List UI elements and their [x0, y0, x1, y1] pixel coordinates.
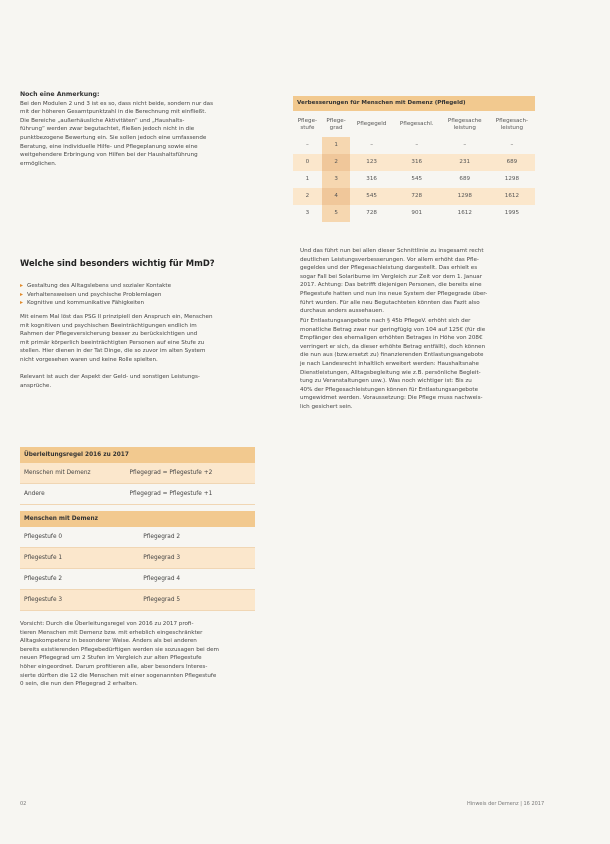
table-cell: 1: [322, 137, 351, 154]
table-cell: 3: [322, 171, 351, 188]
column-header: Pflegesache leistung: [447, 117, 482, 131]
table-title: Verbesserungen für Menschen mit Demenz (Pflegeld): [293, 96, 535, 111]
table-cell: 5: [322, 205, 351, 222]
text-line: monatliche Betrag zwar nur geringfügig von 104 auf 125€ (für die: [300, 326, 486, 333]
text-line: verringert er sich, da dieser erhöhte Betrag entfällt), doch können: [300, 343, 486, 350]
table-row: [293, 188, 535, 205]
note-line: Beratung, eine individuelle Hilfe- und Pflegeplanung sowie eine: [20, 143, 198, 150]
body-paragraph: [20, 373, 265, 390]
table-cell: –: [305, 142, 309, 149]
table-cell: 689: [489, 154, 535, 171]
bullet-arrow-icon: ▸: [20, 290, 24, 298]
transition-rule-table: [20, 447, 255, 505]
text-line: durchaus anders aussehauen.: [300, 308, 385, 315]
table-cell: –: [463, 142, 467, 149]
note-line: mit der höheren Gesamtpunktzahl in die Berechnung mit einfließt.: [20, 109, 207, 116]
text-line: sierte dürften die 12 die Menschen mit einer sogenannten Pflegestufe: [20, 672, 217, 679]
table-row: [20, 590, 255, 611]
text-line: Alltagskompetenz in besonderer Weise. Anders als bei anderen: [20, 638, 197, 645]
text-line: Rahmen der Pflegeversicherung besser zu berücksichtigen und: [20, 331, 198, 338]
table-cell: 1612: [457, 210, 472, 217]
table-cell: Pflegegrad 4: [139, 569, 255, 590]
table-cell: Pflegestufe 0: [20, 527, 139, 548]
dementia-table: [20, 511, 255, 611]
table-cell: 728: [366, 210, 377, 217]
improvements-table: [293, 96, 535, 222]
note-block: [20, 91, 265, 168]
table-row: [293, 171, 535, 188]
table-cell: –: [510, 142, 514, 149]
table-header: Menschen mit Demenz: [20, 511, 255, 527]
bullet-arrow-icon: ▸: [20, 282, 24, 289]
table-row: [20, 484, 255, 505]
text-line: Relevant ist auch der Aspekt der Geld- und sonstigen Leistungs-: [20, 374, 200, 380]
table-cell: 316: [393, 154, 441, 171]
list-item: [20, 291, 265, 300]
column-header: Pflegegeld: [356, 121, 387, 128]
text-line: umgewidmet werden. Voraussetzung: Die Pflege muss nachweis-: [300, 395, 483, 402]
table-row: [293, 205, 535, 222]
table-cell: 4: [322, 188, 351, 205]
text-line: höher eingeordnet. Darum profitieren alle, aber besonders Interes-: [20, 663, 208, 670]
text-line: nicht vorgesehen waren und keine Rolle spielten.: [20, 356, 158, 363]
table-cell: 728: [393, 188, 441, 205]
text-line: Pflegestufe hatten und nun ins neue System der Pflegegrade über-: [300, 290, 488, 297]
table-cell: 1: [305, 176, 310, 183]
text-line: ansprüche.: [20, 382, 52, 389]
table-cell: Pflegegrad 5: [139, 590, 255, 611]
table-row: [20, 569, 255, 590]
table-cell: 231: [441, 154, 489, 171]
table-cell: 3: [305, 210, 310, 217]
note-text: [20, 100, 265, 169]
text-line: 2017. Achtung: Das betrifft diejenigen Personen, die bereits eine: [300, 282, 482, 289]
table-cell: Pflegegrad = Pflegestufe +1: [126, 484, 255, 505]
text-line: tung zu Veranstaltungen usw.). Was noch wichtiger ist: Bis zu: [300, 378, 472, 385]
table-cell: 316: [366, 176, 377, 183]
note-line: Bei den Modulen 2 und 3 ist es so, dass nicht beide, sondern nur das: [20, 100, 213, 107]
table-cell: Andere: [20, 484, 126, 505]
text-line: Mit einem Mal löst das PSG II prinzipiell den Anspruch ein, Menschen: [20, 314, 213, 320]
note-line: führung“ werden zwar begutachtet, fließen jedoch nicht in die: [20, 126, 195, 133]
text-line: Vorsicht: Durch die Überleitungsregel von 2016 zu 2017 profi-: [20, 621, 194, 627]
table-cell: 2: [322, 154, 351, 171]
body-paragraph: [300, 247, 550, 316]
bullet-list: [20, 282, 265, 308]
column-header: Pflegesachl.: [399, 121, 434, 128]
note-line: Die Bereiche „außerhäusliche Aktivitäten“ und „Haushalts-: [20, 117, 185, 124]
table-cell: 1298: [504, 176, 520, 183]
table-cell: –: [415, 142, 419, 149]
column-header: Pflege- grad: [326, 117, 346, 131]
table-row: [20, 527, 255, 548]
table-header: Überleitungsregel 2016 zu 2017: [20, 447, 255, 463]
text-line: deutlichen Leistungsverbesserungen. Vor allem erhöht das Pfle-: [300, 256, 479, 263]
text-line: lich gesichert sein.: [300, 403, 353, 410]
text-line: tieren Menschen mit Demenz bzw. mit erheblich eingeschränkter: [20, 629, 203, 636]
section-heading: Welche sind besonders wichtig für MmD?: [20, 258, 215, 268]
table-cell: 545: [350, 188, 392, 205]
table-cell: Pflegegrad 3: [139, 548, 255, 569]
table-cell: Pflegestufe 1: [20, 548, 139, 569]
table-cell: 1298: [441, 188, 489, 205]
text-line: die nun aus (bzw.ersetzt zu) finanzierenden Entlastungsangebote: [300, 352, 484, 359]
text-line: sogar Fall bei Solaribume im Vergleich zur Zeit vor dem 1. Januar: [300, 273, 483, 280]
text-line: 40% der Pflegesachleistungen können für Entlastungsangebote: [300, 386, 479, 393]
page-number: 02: [20, 801, 27, 807]
list-item-text: Verhaltensweisen und psychische Problemlagen: [27, 291, 162, 298]
table-cell: 901: [411, 210, 423, 217]
note-line: weitgehendere Erbringung von Hilfen bei der Haushaltsführung: [20, 152, 198, 159]
table-cell: Pflegegrad = Pflegestufe +2: [126, 463, 255, 484]
table-cell: 1995: [504, 210, 520, 217]
table-cell: Menschen mit Demenz: [20, 463, 126, 484]
publication-info: Hinweis der Demenz | 16 2017: [467, 801, 545, 807]
text-line: mit primär körperlich beeinträchtigten Personen auf eine Stufe zu: [20, 339, 205, 346]
table-row: [20, 463, 255, 484]
body-paragraph: [20, 313, 265, 365]
text-line: Und das führt nun bei allen dieser Schnittlinie zu insgesamt recht: [300, 248, 484, 254]
note-title: Noch eine Anmerkung:: [20, 91, 100, 98]
text-line: Dienstleistungen, Alltagsbegleitung wie z.B. persönliche Begleit-: [300, 369, 481, 376]
table-cell: Pflegestufe 2: [20, 569, 139, 590]
text-line: je nach Landesrecht inhaltlich erweitert werden: Haushaltsnahe: [300, 360, 480, 367]
table-cell: 123: [350, 154, 392, 171]
body-paragraph: [20, 620, 265, 689]
text-line: Empfänger des ehemaligen erhöhten Betrages in Höhe von 208€: [300, 335, 483, 342]
text-line: 0 sein, die nun den Pflegegrad 2 erhalten.: [20, 681, 138, 688]
text-line: stellen. Hier dienen in der Tat Dinge, die so zuvor im alten System: [20, 348, 206, 355]
table-cell: –: [370, 142, 374, 149]
note-line: ermöglichen.: [20, 160, 57, 167]
text-line: Für Entlastungsangebote nach § 45b PflegeV. erhöht sich der: [300, 318, 471, 324]
table-row: [293, 154, 535, 171]
text-line: bereits existierenden Pflegebedürftigen werden sie sozusagen bei dem: [20, 646, 219, 653]
list-item-text: Kognitive und kommunikative Fähigkeiten: [27, 300, 145, 307]
column-header: Pflege- stufe: [297, 117, 318, 131]
list-item: [20, 299, 265, 308]
column-header: Pflegesach- leistung: [495, 117, 529, 131]
text-line: mit kognitiven und psychischen Beeinträchtigungen endlich im: [20, 322, 197, 329]
table-header-row: [293, 111, 535, 137]
list-item-text: Gestaltung des Alltagslebens und sozialer Kontakte: [27, 283, 172, 289]
table-row: [293, 137, 535, 154]
table-cell: 2: [293, 188, 322, 205]
list-item: [20, 282, 265, 291]
table-cell: Pflegegrad 2: [139, 527, 255, 548]
bullet-arrow-icon: ▸: [20, 299, 24, 307]
text-line: führt wurden. Für alle neu Begutachteten könnten das Fazit also: [300, 299, 480, 306]
table-cell: 1612: [489, 188, 535, 205]
body-paragraph: [300, 317, 550, 412]
text-line: gegeldes und der Pflegesachleistung dargestellt. Das erhielt es: [300, 265, 478, 272]
text-line: neuen Pflegegrad um 2 Stufen im Vergleich zur alten Pflegestufe: [20, 655, 202, 662]
table-cell: 0: [293, 154, 322, 171]
table-cell: 545: [411, 176, 423, 183]
table-cell: 689: [459, 176, 471, 183]
note-line: punktbezogene Bewertung ein. Sie sollen jedoch eine umfassende: [20, 134, 207, 141]
table-cell: Pflegestufe 3: [20, 590, 139, 611]
table-row: [20, 548, 255, 569]
